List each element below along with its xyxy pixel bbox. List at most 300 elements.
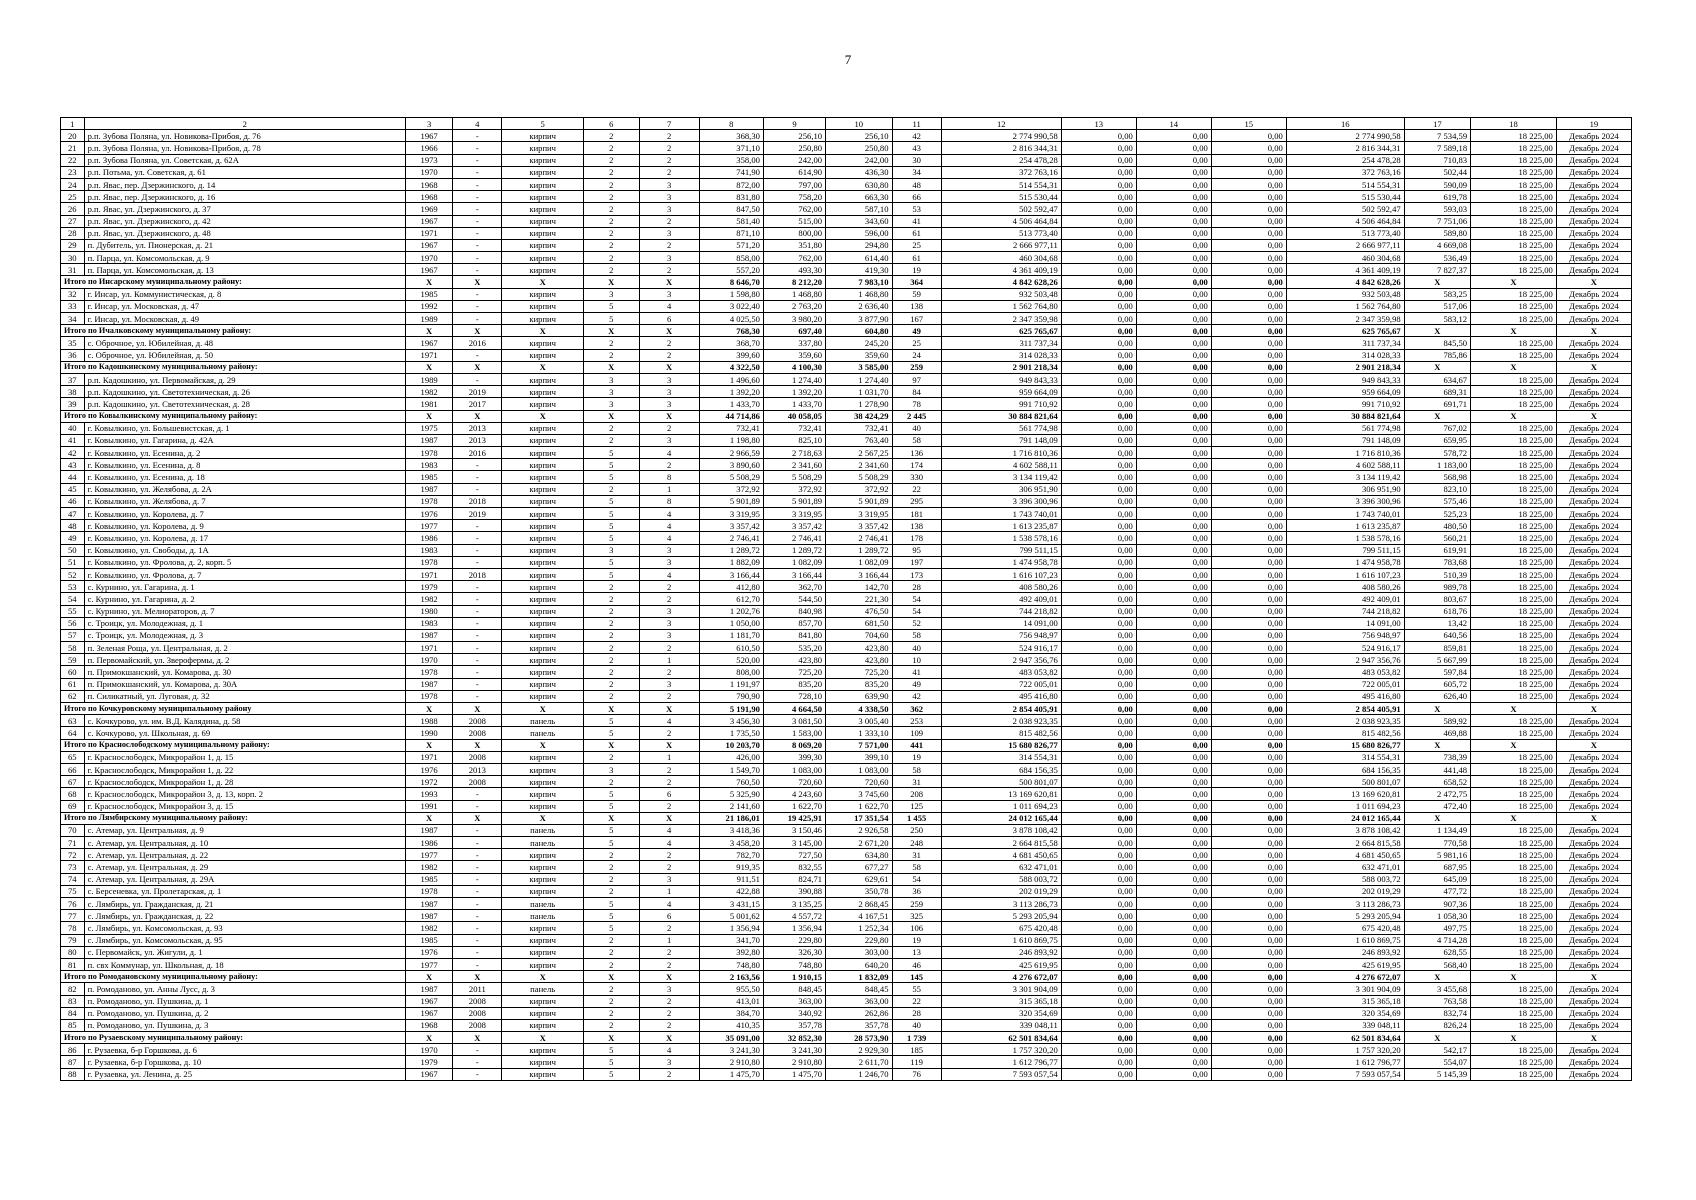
table-cell: 1978 [406, 690, 453, 702]
table-cell: 2 [639, 849, 699, 861]
table-cell: 2 910,80 [763, 1056, 825, 1068]
table-cell: 1 583,00 [763, 727, 825, 739]
table-cell: 40 [892, 1019, 941, 1031]
table-cell: 0,00 [1136, 581, 1211, 593]
total-cell: 0,00 [1061, 361, 1136, 373]
table-cell: 605,72 [1404, 678, 1470, 690]
table-cell: 0,00 [1136, 386, 1211, 398]
table-cell: 256,10 [826, 130, 892, 142]
table-cell: 0,00 [1136, 1056, 1211, 1068]
table-cell: 18 225,00 [1471, 215, 1557, 227]
table-cell: 1989 [406, 373, 453, 385]
total-cell: 38 424,29 [826, 410, 892, 422]
table-row [61, 373, 1632, 385]
table-cell: 18 225,00 [1471, 495, 1557, 507]
table-cell: 25 [892, 337, 941, 349]
table-cell: Декабрь 2024 [1556, 958, 1631, 970]
row-number-cell: 75 [61, 885, 85, 897]
total-cell: 364 [892, 276, 941, 288]
table-cell: 1967 [406, 337, 453, 349]
table-cell: 0,00 [1211, 715, 1286, 727]
table-cell: 3 319,95 [763, 508, 825, 520]
table-cell: 0,00 [1061, 434, 1136, 446]
table-cell: 681,50 [826, 617, 892, 629]
table-cell: 1970 [406, 654, 453, 666]
table-cell: 1 [639, 934, 699, 946]
table-cell: 0,00 [1211, 727, 1286, 739]
table-cell: - [453, 313, 502, 325]
address-cell: п. Первомайский, ул. Зверофермы, д. 2 [84, 654, 405, 666]
table-cell: 525,23 [1404, 508, 1470, 520]
table-cell: 3 [583, 373, 639, 385]
table-cell: 0,00 [1136, 849, 1211, 861]
table-cell: 3 [639, 678, 699, 690]
table-cell: 0,00 [1211, 885, 1286, 897]
table-cell: 3 [639, 252, 699, 264]
table-cell: 1 468,80 [763, 288, 825, 300]
table-cell: 18 225,00 [1471, 544, 1557, 556]
table-cell: 3 455,68 [1404, 983, 1470, 995]
table-cell: 815 482,56 [941, 727, 1061, 739]
address-cell: с. Оброчное, ул. Юбилейная, д. 50 [84, 349, 405, 361]
table-cell: 306 951,90 [1286, 483, 1404, 495]
column-header-6: 6 [583, 118, 639, 130]
table-cell: 5 [583, 471, 639, 483]
table-cell: 422,88 [699, 885, 763, 897]
table-cell: 0,00 [1211, 532, 1286, 544]
table-cell: 1979 [406, 581, 453, 593]
table-cell: 28 [892, 1007, 941, 1019]
total-cell: 697,40 [763, 325, 825, 337]
table-cell: 18 225,00 [1471, 593, 1557, 605]
table-cell: 799 511,15 [1286, 544, 1404, 556]
table-cell: - [453, 629, 502, 641]
table-cell: 408 580,26 [941, 581, 1061, 593]
address-cell: г. Ковылкино, ул. Фролова, д. 7 [84, 568, 405, 580]
total-cell: X [502, 812, 583, 824]
table-cell: 1 757 320,20 [1286, 1044, 1404, 1056]
table-cell: 0,00 [1136, 983, 1211, 995]
table-cell: 510,39 [1404, 568, 1470, 580]
table-cell: 1 882,09 [699, 556, 763, 568]
column-header-2: 2 [84, 118, 405, 130]
row-number-cell: 44 [61, 471, 85, 483]
table-cell: 0,00 [1061, 776, 1136, 788]
table-cell: 1981 [406, 398, 453, 410]
table-cell: 2 141,60 [699, 800, 763, 812]
table-cell: 5 293 205,94 [941, 910, 1061, 922]
table-cell: 634,67 [1404, 373, 1470, 385]
district-total-row [61, 276, 1632, 288]
table-cell: Декабрь 2024 [1556, 690, 1631, 702]
address-cell: г. Краснослободск, Микрорайон 1, д. 22 [84, 763, 405, 775]
total-cell: X [583, 325, 639, 337]
table-cell: 0,00 [1061, 422, 1136, 434]
table-cell: 5 [583, 837, 639, 849]
table-cell: 3 [639, 873, 699, 885]
table-cell: кирпич [502, 690, 583, 702]
total-cell: 0,00 [1136, 812, 1211, 824]
table-cell: 1 716 810,36 [941, 447, 1061, 459]
table-cell: 0,00 [1136, 227, 1211, 239]
table-cell: 119 [892, 1056, 941, 1068]
total-cell: 625 765,67 [1286, 325, 1404, 337]
table-row [61, 946, 1632, 958]
table-cell: 691,71 [1404, 398, 1470, 410]
table-cell: 441,48 [1404, 763, 1470, 775]
table-cell: 14 091,00 [1286, 617, 1404, 629]
table-cell: 425 619,95 [1286, 958, 1404, 970]
table-cell: 2 [639, 239, 699, 251]
table-row [61, 837, 1632, 849]
row-number-cell: 55 [61, 605, 85, 617]
table-cell: 2 [639, 166, 699, 178]
table-cell: 732,41 [763, 422, 825, 434]
table-cell: Декабрь 2024 [1556, 922, 1631, 934]
address-cell: п. Парца, ул. Комсомольская, д. 13 [84, 264, 405, 276]
table-cell: кирпич [502, 958, 583, 970]
table-cell: 2 746,41 [763, 532, 825, 544]
table-cell: 1968 [406, 191, 453, 203]
row-number-cell: 84 [61, 1007, 85, 1019]
total-cell: 24 012 165,44 [941, 812, 1061, 824]
table-cell: Декабрь 2024 [1556, 215, 1631, 227]
table-cell: 0,00 [1136, 373, 1211, 385]
table-cell: кирпич [502, 471, 583, 483]
table-cell: 3 [639, 203, 699, 215]
table-cell: 614,90 [763, 166, 825, 178]
table-cell: кирпич [502, 154, 583, 166]
table-cell: 744 218,82 [1286, 605, 1404, 617]
table-cell: 40 [892, 422, 941, 434]
table-cell: кирпич [502, 495, 583, 507]
table-cell: кирпич [502, 239, 583, 251]
table-cell: 991 710,92 [1286, 398, 1404, 410]
table-row [61, 678, 1632, 690]
table-cell: 0,00 [1136, 568, 1211, 580]
table-cell: 5 901,89 [699, 495, 763, 507]
total-cell: 4 338,50 [826, 703, 892, 715]
table-cell: Декабрь 2024 [1556, 873, 1631, 885]
total-cell: X [1404, 739, 1470, 751]
table-cell: 841,80 [763, 629, 825, 641]
table-cell: 18 225,00 [1471, 227, 1557, 239]
table-cell: 22 [892, 995, 941, 1007]
table-cell: 1 333,10 [826, 727, 892, 739]
total-cell: X [1404, 812, 1470, 824]
row-number-cell: 57 [61, 629, 85, 641]
table-cell: 3 [639, 178, 699, 190]
table-cell: 2008 [453, 715, 502, 727]
table-cell: 0,00 [1061, 568, 1136, 580]
table-cell: 1 252,34 [826, 922, 892, 934]
table-cell: 0,00 [1061, 593, 1136, 605]
table-cell: Декабрь 2024 [1556, 898, 1631, 910]
total-cell: 10 203,70 [699, 739, 763, 751]
table-cell: 2 [583, 422, 639, 434]
table-cell: 372,92 [763, 483, 825, 495]
row-number-cell: 36 [61, 349, 85, 361]
table-row [61, 629, 1632, 641]
table-cell: 0,00 [1061, 178, 1136, 190]
table-cell: - [453, 544, 502, 556]
table-cell: 0,00 [1136, 910, 1211, 922]
table-cell: 5 [583, 922, 639, 934]
table-cell: 3 [583, 398, 639, 410]
total-cell: X [453, 410, 502, 422]
table-cell: 3 145,00 [763, 837, 825, 849]
table-cell: 0,00 [1061, 495, 1136, 507]
table-cell: 18 225,00 [1471, 727, 1557, 739]
table-cell: 628,55 [1404, 946, 1470, 958]
total-cell: 259 [892, 361, 941, 373]
table-row [61, 654, 1632, 666]
table-cell: 535,20 [763, 642, 825, 654]
row-number-cell: 23 [61, 166, 85, 178]
table-cell: 645,09 [1404, 873, 1470, 885]
table-cell: 0,00 [1136, 776, 1211, 788]
table-cell: 1983 [406, 617, 453, 629]
row-number-cell: 81 [61, 958, 85, 970]
table-cell: Декабрь 2024 [1556, 946, 1631, 958]
table-cell: - [453, 873, 502, 885]
table-cell: 2 [639, 776, 699, 788]
table-cell: 18 225,00 [1471, 239, 1557, 251]
table-cell: 557,20 [699, 264, 763, 276]
table-cell: 106 [892, 922, 941, 934]
table-cell: 18 225,00 [1471, 983, 1557, 995]
table-cell: 493,30 [763, 264, 825, 276]
table-cell: 1 [639, 885, 699, 897]
table-cell: 1 474 958,78 [1286, 556, 1404, 568]
table-cell: 1972 [406, 776, 453, 788]
row-number-cell: 37 [61, 373, 85, 385]
table-cell: 368,30 [699, 130, 763, 142]
table-cell: кирпич [502, 178, 583, 190]
table-cell: 720,60 [826, 776, 892, 788]
table-cell: - [453, 178, 502, 190]
table-cell: 3 396 300,96 [1286, 495, 1404, 507]
district-total-row [61, 971, 1632, 983]
row-number-cell: 28 [61, 227, 85, 239]
table-cell: 339 048,11 [1286, 1019, 1404, 1031]
table-cell: 0,00 [1061, 252, 1136, 264]
table-cell: - [453, 471, 502, 483]
total-cell: X [406, 739, 453, 751]
table-cell: 54 [892, 605, 941, 617]
address-cell: г. Краснослободск, Микрорайон 1, д. 15 [84, 751, 405, 763]
table-row [61, 532, 1632, 544]
table-cell: 0,00 [1061, 166, 1136, 178]
table-cell: 517,06 [1404, 300, 1470, 312]
table-cell: 932 503,48 [1286, 288, 1404, 300]
table-cell: 8 [639, 495, 699, 507]
table-cell: 0,00 [1211, 422, 1286, 434]
table-cell: 632 471,01 [1286, 861, 1404, 873]
table-cell: Декабрь 2024 [1556, 593, 1631, 605]
table-cell: 3 134 119,42 [1286, 471, 1404, 483]
table-cell: 253 [892, 715, 941, 727]
table-cell: 18 225,00 [1471, 861, 1557, 873]
table-cell: кирпич [502, 1068, 583, 1080]
address-cell: с. Оброчное, ул. Юбилейная, д. 48 [84, 337, 405, 349]
table-cell: 412,80 [699, 581, 763, 593]
address-cell: с. Атемар, ул. Центральная, д. 29А [84, 873, 405, 885]
table-cell: 311 737,34 [941, 337, 1061, 349]
table-cell: 0,00 [1136, 264, 1211, 276]
table-cell: 18 225,00 [1471, 142, 1557, 154]
total-cell: X [406, 325, 453, 337]
table-cell: 0,00 [1061, 203, 1136, 215]
total-cell: 0,00 [1136, 325, 1211, 337]
table-cell: 1 610 869,75 [1286, 934, 1404, 946]
district-total-row [61, 739, 1632, 751]
table-row [61, 556, 1632, 568]
table-cell: 208 [892, 788, 941, 800]
table-row [61, 154, 1632, 166]
total-cell: 0,00 [1211, 276, 1286, 288]
table-cell: 0,00 [1136, 958, 1211, 970]
table-cell: кирпич [502, 142, 583, 154]
table-cell: 0,00 [1136, 727, 1211, 739]
total-cell: 2 445 [892, 410, 941, 422]
table-cell: Декабрь 2024 [1556, 642, 1631, 654]
table-cell: 0,00 [1061, 910, 1136, 922]
table-cell: Декабрь 2024 [1556, 605, 1631, 617]
table-cell: 1978 [406, 885, 453, 897]
table-cell: 0,00 [1061, 386, 1136, 398]
total-cell: X [583, 276, 639, 288]
table-cell: 0,00 [1211, 154, 1286, 166]
table-cell: 363,00 [763, 995, 825, 1007]
table-cell: 18 225,00 [1471, 1007, 1557, 1019]
table-cell: 3 980,20 [763, 313, 825, 325]
address-cell: г. Ковылкино, ул. Королева, д. 9 [84, 520, 405, 532]
table-cell: 250 [892, 824, 941, 836]
table-cell: 0,00 [1136, 544, 1211, 556]
table-cell: 13 169 620,81 [1286, 788, 1404, 800]
column-header-5: 5 [502, 118, 583, 130]
table-cell: 18 225,00 [1471, 898, 1557, 910]
table-cell: 791 148,09 [941, 434, 1061, 446]
table-cell: 295 [892, 495, 941, 507]
table-cell: 314 554,31 [941, 751, 1061, 763]
total-cell: X [639, 325, 699, 337]
table-cell: кирпич [502, 203, 583, 215]
table-row [61, 130, 1632, 142]
total-cell: 4 276 672,07 [1286, 971, 1404, 983]
table-cell: 2 774 990,58 [941, 130, 1061, 142]
table-cell: 741,90 [699, 166, 763, 178]
table-cell: 1982 [406, 922, 453, 934]
total-cell: 49 [892, 325, 941, 337]
table-cell: 1968 [406, 1019, 453, 1031]
table-cell: кирпич [502, 593, 583, 605]
total-cell: 4 842 628,26 [1286, 276, 1404, 288]
address-cell: г. Ковылкино, ул. Свободы, д. 1А [84, 544, 405, 556]
table-cell: 5 [583, 800, 639, 812]
table-cell: 0,00 [1061, 1007, 1136, 1019]
table-cell: 825,10 [763, 434, 825, 446]
table-cell: 359,60 [826, 349, 892, 361]
table-cell: - [453, 264, 502, 276]
table-cell: 955,50 [699, 983, 763, 995]
table-cell: 13 [892, 946, 941, 958]
table-cell: 732,41 [826, 422, 892, 434]
row-number-cell: 35 [61, 337, 85, 349]
total-cell: X [639, 276, 699, 288]
table-cell: 0,00 [1061, 654, 1136, 666]
table-cell: 0,00 [1061, 958, 1136, 970]
table-cell: 2 [583, 130, 639, 142]
table-cell: 1983 [406, 459, 453, 471]
row-number-cell: 61 [61, 678, 85, 690]
table-cell: 0,00 [1211, 373, 1286, 385]
total-cell: X [639, 812, 699, 824]
table-cell: 919,35 [699, 861, 763, 873]
table-cell: 2013 [453, 763, 502, 775]
table-cell: - [453, 239, 502, 251]
table-cell: 0,00 [1061, 617, 1136, 629]
table-cell: 19 [892, 264, 941, 276]
table-cell: 419,30 [826, 264, 892, 276]
address-cell: с. Лямбирь, ул. Комсомольская, д. 93 [84, 922, 405, 934]
table-cell: 1 392,20 [699, 386, 763, 398]
row-number-cell: 50 [61, 544, 85, 556]
total-cell: X [453, 361, 502, 373]
table-cell: 254 478,28 [1286, 154, 1404, 166]
table-cell: 568,40 [1404, 958, 1470, 970]
table-cell: 18 225,00 [1471, 910, 1557, 922]
total-cell: 1 910,15 [763, 971, 825, 983]
table-cell: 1966 [406, 142, 453, 154]
table-row [61, 593, 1632, 605]
table-cell: 785,86 [1404, 349, 1470, 361]
table-cell: 3 [639, 544, 699, 556]
table-cell: 59 [892, 288, 941, 300]
table-cell: Декабрь 2024 [1556, 751, 1631, 763]
table-cell: 4 167,51 [826, 910, 892, 922]
table-cell: 0,00 [1061, 983, 1136, 995]
table-cell: панель [502, 727, 583, 739]
table-cell: 18 225,00 [1471, 422, 1557, 434]
address-cell: р.п. Явас, пер. Дзержинского, д. 14 [84, 178, 405, 190]
table-cell: 515 530,44 [941, 191, 1061, 203]
table-cell: 320 354,69 [941, 1007, 1061, 1019]
table-cell: 2 [583, 203, 639, 215]
total-cell: X [639, 410, 699, 422]
table-cell: 1 622,70 [763, 800, 825, 812]
table-cell: 663,30 [826, 191, 892, 203]
table-cell: 18 225,00 [1471, 471, 1557, 483]
total-cell: 4 100,30 [763, 361, 825, 373]
table-cell: 2 636,40 [826, 300, 892, 312]
district-total-label: Итого по Кадошкинскому муниципальному району: [61, 361, 406, 373]
table-cell: - [453, 861, 502, 873]
table-cell: кирпич [502, 885, 583, 897]
table-cell: 320 354,69 [1286, 1007, 1404, 1019]
table-cell: Декабрь 2024 [1556, 544, 1631, 556]
table-row [61, 958, 1632, 970]
table-cell: 28 [892, 581, 941, 593]
table-cell: 2 947 356,76 [941, 654, 1061, 666]
table-cell: 42 [892, 690, 941, 702]
table-cell: 1 475,70 [763, 1068, 825, 1080]
table-cell: 2016 [453, 337, 502, 349]
table-cell: 587,10 [826, 203, 892, 215]
table-cell: 436,30 [826, 166, 892, 178]
table-cell: 18 225,00 [1471, 654, 1557, 666]
